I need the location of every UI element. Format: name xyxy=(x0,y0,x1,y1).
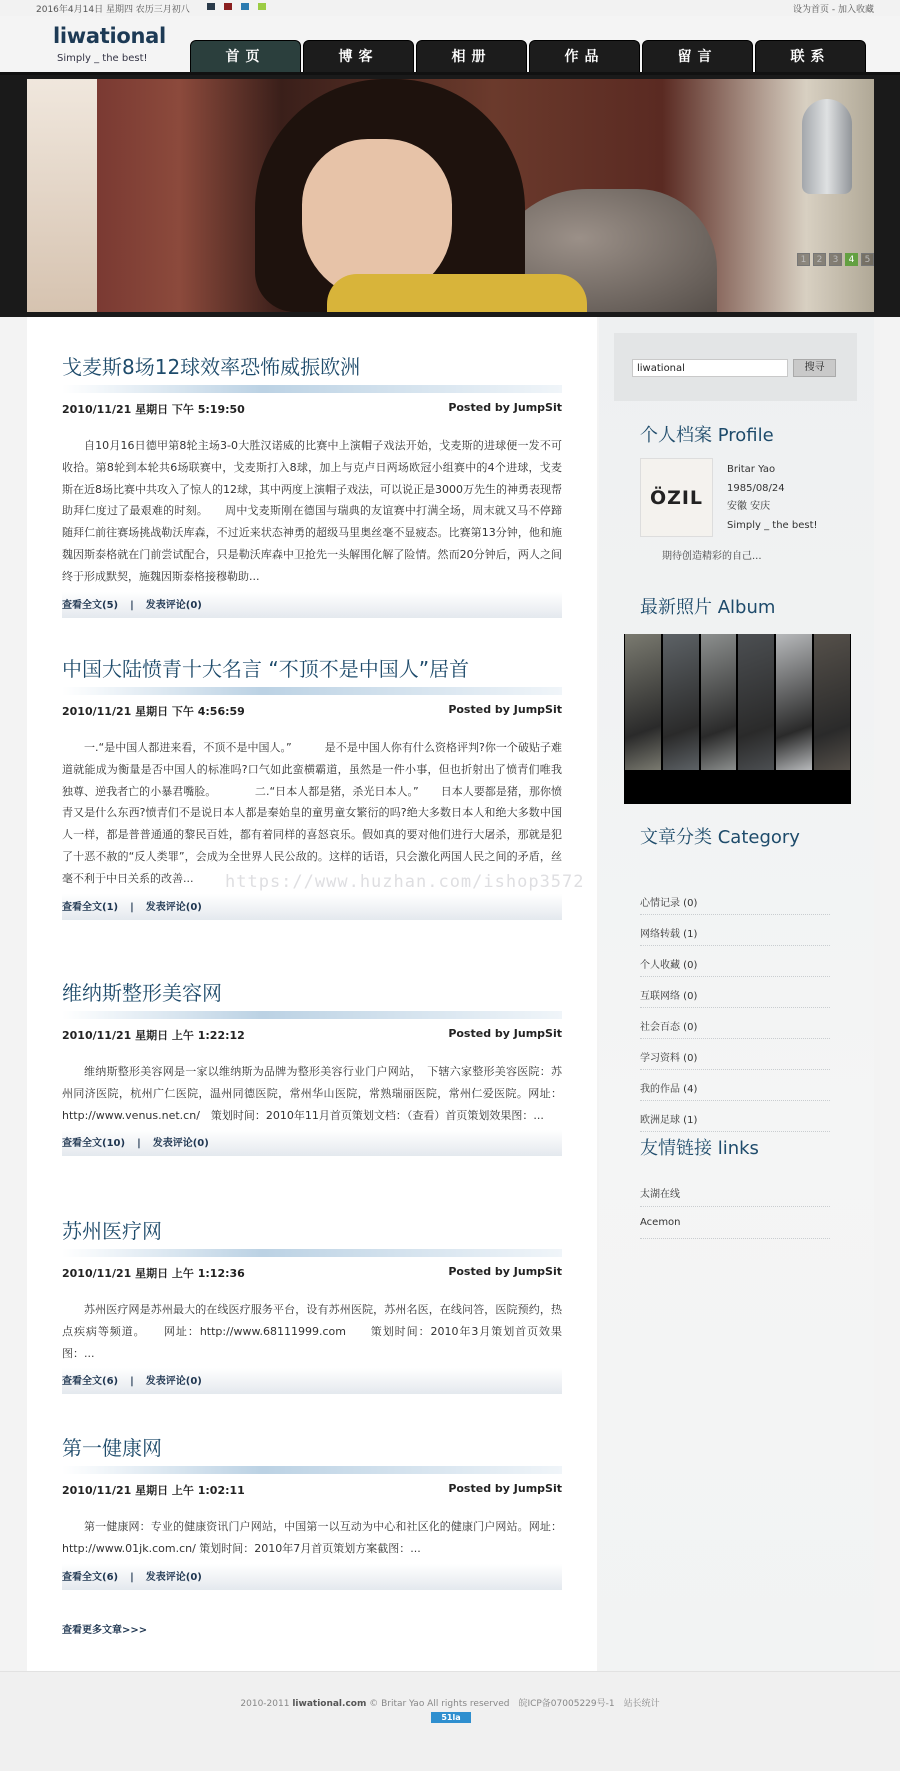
category-item[interactable]: 网络转载 (1) xyxy=(640,915,830,946)
comment-link[interactable]: 发表评论(0) xyxy=(145,1571,202,1583)
profile-title: 个人档案 Profile xyxy=(640,425,774,446)
top-bar xyxy=(0,0,900,16)
banner-photo[interactable] xyxy=(27,79,874,312)
banner-page-1[interactable]: 1 xyxy=(797,253,810,266)
theme-swatch-red[interactable] xyxy=(224,3,232,10)
post-item xyxy=(62,1432,562,1590)
album-photo[interactable] xyxy=(663,634,699,804)
post-author: Posted by JumpSit xyxy=(448,1265,562,1278)
post-meta xyxy=(62,703,562,719)
post-links xyxy=(62,1130,562,1156)
post-author: Posted by JumpSit xyxy=(448,1482,562,1495)
banner-page-2[interactable]: 2 xyxy=(813,253,826,266)
comment-link[interactable]: 发表评论(0) xyxy=(145,1376,202,1388)
category-item[interactable]: 社会百态 (0) xyxy=(640,1008,830,1039)
post-excerpt: 自10月16日德甲第8轮主场3-0大胜汉诺威的比赛中上演帽子戏法开始，戈麦斯的进球便一发不可收拾。第8轮到本轮共6场联赛中，戈麦斯打入8球，加上与克卢日两场欧冠小组赛中的4个进球，戈麦斯在近8场比赛中共攻入了惊人的12球，其中两度上演帽子戏法，可以说正是3000万先生的神勇表现帮助拜仁度过了最艰难的时刻。 周中戈麦斯刚在德国与瑞典的友谊赛中打满全场，周末就又马不停蹄随拜仁前往赛场挑战勒沃库森，不过近来状态神勇的超级马里奥丝毫不显疲态。比赛第13分钟，他和施魏因斯泰格就在门前尝试配合，只是勒沃库森中卫抢先一头解围化解了险情。然而20分钟后，两人之间终于形成默契，施魏因斯泰格接穆勒助... xyxy=(62,439,562,583)
homepage-favorite-link[interactable]: 设为首页 - 加入收藏 xyxy=(793,5,874,15)
category-item[interactable]: 我的作品 (4) xyxy=(640,1070,830,1101)
main-content xyxy=(27,317,597,1671)
post-meta xyxy=(62,401,562,417)
footer-site-link[interactable]: liwational.com xyxy=(292,1699,367,1709)
profile-avatar[interactable] xyxy=(640,458,713,537)
post-author: Posted by JumpSit xyxy=(448,401,562,414)
category-item[interactable]: 心情记录 (0) xyxy=(640,884,830,915)
category-item[interactable]: 互联网络 (0) xyxy=(640,977,830,1008)
banner-window-shape xyxy=(27,79,97,312)
read-more-link[interactable]: 查看全文(10) xyxy=(62,1138,126,1150)
album-photo-image xyxy=(776,634,812,770)
search-button[interactable]: 搜寻 xyxy=(793,359,836,377)
post-excerpt: 苏州医疗网是苏州最大的在线医疗服务平台，设有苏州医院，苏州名医，在线问答，医院预约，热点疾病等频道。 网址：http://www.68111999.com 策划时间：2010年3月策划首页效果图：... xyxy=(62,1303,562,1360)
album-photo[interactable] xyxy=(625,634,661,804)
main-nav xyxy=(190,40,866,75)
nav-tab-blog[interactable]: 博客 xyxy=(303,40,414,75)
post-meta xyxy=(62,1482,562,1498)
read-more-link[interactable]: 查看全文(6) xyxy=(62,1376,119,1388)
comment-link[interactable]: 发表评论(0) xyxy=(145,599,202,611)
profile-motto: Simply _ the best! xyxy=(727,519,818,531)
footer-rights: © Britar Yao All rights reserved 皖ICP备07005229号-1 站长统计 xyxy=(366,1699,660,1709)
banner-slider xyxy=(0,75,900,317)
post-date: 2010/11/21 星期日 下午 4:56:59 xyxy=(62,705,245,718)
post-item xyxy=(62,653,562,920)
comment-link[interactable]: 发表评论(0) xyxy=(152,1138,209,1150)
profile-name: Britar Yao xyxy=(727,464,776,475)
read-more-link[interactable]: 查看全文(6) xyxy=(62,1571,119,1583)
post-item xyxy=(62,351,562,618)
category-title: 文章分类 Category xyxy=(640,827,800,848)
post-links xyxy=(62,592,562,618)
friend-links-list xyxy=(640,1175,830,1239)
category-item[interactable]: 欧洲足球 (1) xyxy=(640,1101,830,1132)
album-photo[interactable] xyxy=(776,634,812,804)
sidebar xyxy=(599,317,874,1671)
avatar-logo-text: ÖZIL xyxy=(649,486,704,509)
album-photo-image xyxy=(625,634,661,770)
post-title-underline xyxy=(62,1249,562,1257)
post-links xyxy=(62,894,562,920)
album-photo[interactable] xyxy=(738,634,774,804)
post-meta xyxy=(62,1027,562,1043)
theme-swatch-navy[interactable] xyxy=(207,3,215,10)
post-date: 2010/11/21 星期日 下午 5:19:50 xyxy=(62,403,245,416)
current-date: 2016年4月14日 星期四 农历三月初八 xyxy=(36,5,190,15)
site-logo[interactable]: liwational xyxy=(53,24,166,48)
album-title: 最新照片 Album xyxy=(640,597,776,618)
banner-page-3[interactable]: 3 xyxy=(829,253,842,266)
post-author: Posted by JumpSit xyxy=(448,1027,562,1040)
post-date: 2010/11/21 星期日 上午 1:22:12 xyxy=(62,1029,245,1042)
category-list xyxy=(640,884,830,1132)
footer-copyright xyxy=(0,1696,900,1709)
post-title-underline xyxy=(62,1466,562,1474)
banner-pager xyxy=(797,253,874,266)
nav-tab-guestbook[interactable]: 留言 xyxy=(642,40,753,75)
link-separator: | xyxy=(137,1138,141,1150)
banner-vase-shape xyxy=(802,99,852,194)
nav-tab-home[interactable]: 首页 xyxy=(190,40,301,75)
read-more-link[interactable]: 查看全文(5) xyxy=(62,599,119,611)
post-title-underline xyxy=(62,385,562,393)
friend-link[interactable]: Acemon xyxy=(640,1207,830,1239)
post-item xyxy=(62,977,562,1156)
top-links xyxy=(793,2,874,15)
theme-swatches xyxy=(207,3,266,10)
album-photo-image xyxy=(701,634,737,770)
theme-swatch-blue[interactable] xyxy=(241,3,249,10)
album-photo-image xyxy=(814,634,850,770)
post-title-underline xyxy=(62,687,562,695)
post-excerpt: 第一健康网：专业的健康资讯门户网站，中国第一以互动为中心和社区化的健康门户网站。网址：http://www.01jk.com.cn/ 策划时间：2010年7月首页策划方案截图：... xyxy=(62,1520,562,1555)
album-photo-image xyxy=(663,634,699,770)
post-author: Posted by JumpSit xyxy=(448,703,562,716)
post-title[interactable]: 第一健康网 xyxy=(62,1436,162,1460)
post-title[interactable]: 戈麦斯8场12球效率恐怖威振欧洲 xyxy=(62,355,361,379)
link-separator: | xyxy=(130,599,134,611)
link-separator: | xyxy=(130,1571,134,1583)
profile-info xyxy=(727,461,818,535)
post-title-underline xyxy=(62,1011,562,1019)
post-date: 2010/11/21 星期日 上午 1:12:36 xyxy=(62,1267,245,1280)
header xyxy=(0,16,900,75)
site-tagline: Simply _ the best! xyxy=(57,53,148,64)
album-gallery xyxy=(624,634,851,804)
post-excerpt: 维纳斯整形美容网是一家以维纳斯为品牌为整形美容行业门户网站， 下辖六家整形美容医院：苏州同济医院，杭州广仁医院，温州同德医院，常州华山医院，常熟瑞丽医院，常州仁爱医院。网址：http://www.venus.net.cn/ 策划时间：2010年11月首页策划文档：（查看）首页策划效果图：... xyxy=(62,1065,562,1122)
post-title[interactable]: 中国大陆愤青十大名言 “不顶不是中国人”居首 xyxy=(62,657,470,681)
post-meta xyxy=(62,1265,562,1281)
nav-tab-album[interactable]: 相册 xyxy=(416,40,527,75)
comment-link[interactable]: 发表评论(0) xyxy=(145,901,202,913)
banner-scarf-shape xyxy=(327,274,587,312)
watermark-text: https://www.huzhan.com/ishop3572 xyxy=(225,872,585,892)
link-separator: | xyxy=(130,1376,134,1388)
theme-swatch-green[interactable] xyxy=(258,3,266,10)
stats-badge[interactable]: 51la xyxy=(431,1712,471,1723)
profile-birthday: 1985/08/24 xyxy=(727,482,785,494)
post-title[interactable]: 苏州医疗网 xyxy=(62,1219,162,1243)
profile-location: 安徽 安庆 xyxy=(727,501,771,512)
banner-page-5[interactable]: 5 xyxy=(861,253,874,266)
read-more-link[interactable]: 查看全文(1) xyxy=(62,901,119,913)
category-item[interactable]: 学习资料 (0) xyxy=(640,1039,830,1070)
nav-tab-works[interactable]: 作品 xyxy=(529,40,640,75)
more-posts-link[interactable]: 查看更多文章>>> xyxy=(62,1625,148,1636)
friend-link[interactable]: 太湖在线 xyxy=(640,1175,830,1207)
post-item xyxy=(62,1215,562,1394)
link-separator: | xyxy=(130,901,134,913)
search-widget xyxy=(614,333,857,401)
links-title: 友情链接 links xyxy=(640,1138,759,1159)
search-input[interactable] xyxy=(632,359,788,377)
album-photo-image xyxy=(738,634,774,770)
footer xyxy=(0,1671,900,1771)
post-links xyxy=(62,1368,562,1394)
album-photo[interactable] xyxy=(701,634,737,804)
post-date: 2010/11/21 星期日 上午 1:02:11 xyxy=(62,1484,245,1497)
post-links xyxy=(62,1564,562,1590)
category-item[interactable]: 个人收藏 (0) xyxy=(640,946,830,977)
post-excerpt: 一.“是中国人都进来看，不顶不是中国人。” 是不是中国人你有什么资格评判?你一个破贴子难道就能成为衡量是否中国人的标准吗?口气如此蛮横霸道，虽然是一件小事，但也折射出了愤青们唯我独尊、逆我者亡的小暴君嘴脸。 二.“日本人都是猪，杀光日本人。” 日本人要都是猪，那你愤青又是什么东西?愤青们不是说日本人都是秦始皇的童男童女繁衍的吗?绝大多数日本人和绝大多数中国人一样，都是普普通通的黎民百姓，都有着同样的喜怒哀乐。假如真的要对他们进行大屠杀，那就是犯了十恶不赦的“反人类罪”，会成为全世界人民公敌的。这样的话语，只会激化两国人民之间的矛盾，丝毫不利于中日关系的改善... xyxy=(62,741,562,885)
post-title[interactable]: 维纳斯整形美容网 xyxy=(62,981,222,1005)
footer-year: 2010-2011 xyxy=(240,1699,293,1709)
banner-page-4[interactable]: 4 xyxy=(845,253,858,266)
album-photo[interactable] xyxy=(814,634,850,804)
nav-tab-contact[interactable]: 联系 xyxy=(755,40,866,75)
profile-note: 期待创造精彩的自己... xyxy=(662,551,762,562)
